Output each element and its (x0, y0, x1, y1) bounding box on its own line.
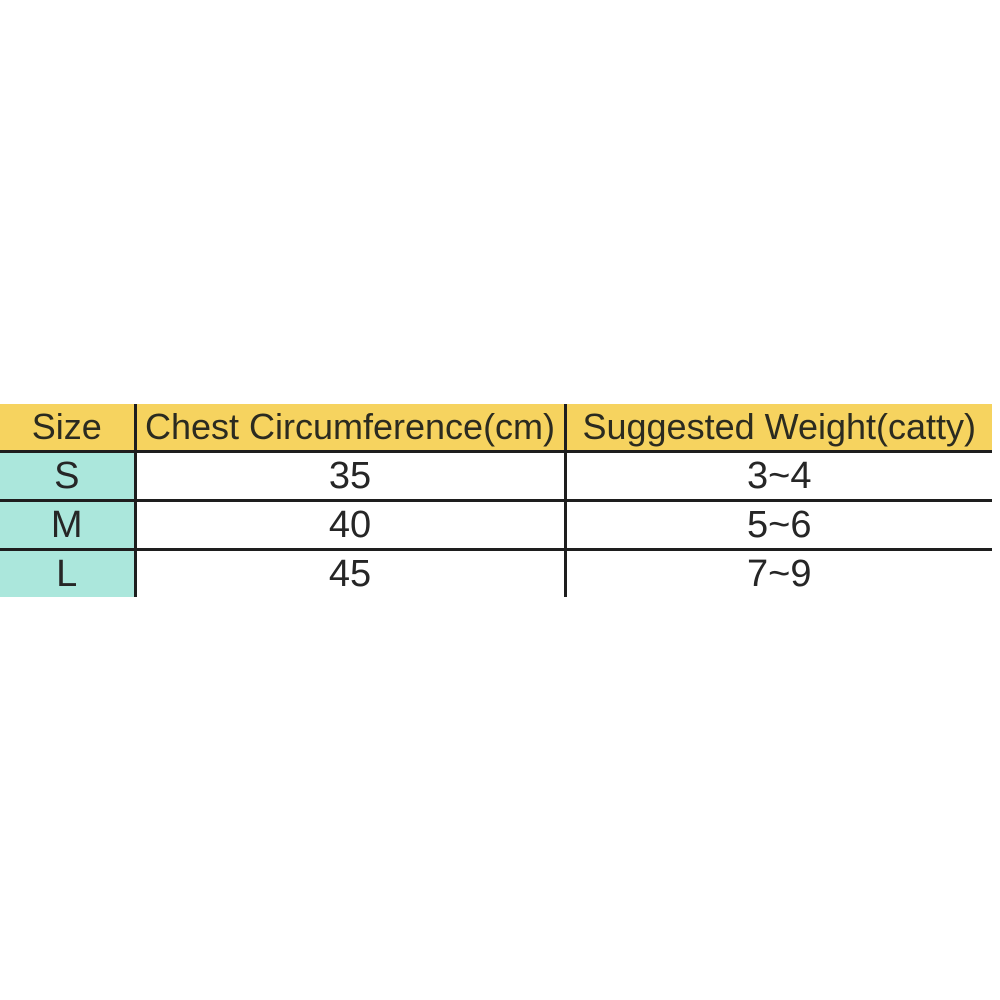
table-row-size-m (0, 501, 992, 550)
header-cell-suggested-weight: Suggested Weight(catty) (565, 404, 992, 452)
weight-value-cell: 3~4 (565, 452, 992, 501)
size-label-cell: M (0, 501, 135, 550)
size-chart-table (0, 404, 992, 597)
table-row-size-l (0, 550, 992, 598)
size-label-cell: S (0, 452, 135, 501)
header-cell-chest-circumference: Chest Circumference(cm) (135, 404, 565, 452)
header-cell-size: Size (0, 404, 135, 452)
chest-value-cell: 45 (135, 550, 565, 598)
weight-value-cell: 7~9 (565, 550, 992, 598)
chest-value-cell: 35 (135, 452, 565, 501)
chest-value-cell: 40 (135, 501, 565, 550)
table-row-size-s (0, 452, 992, 501)
header-row (0, 404, 992, 452)
size-label-cell: L (0, 550, 135, 598)
weight-value-cell: 5~6 (565, 501, 992, 550)
